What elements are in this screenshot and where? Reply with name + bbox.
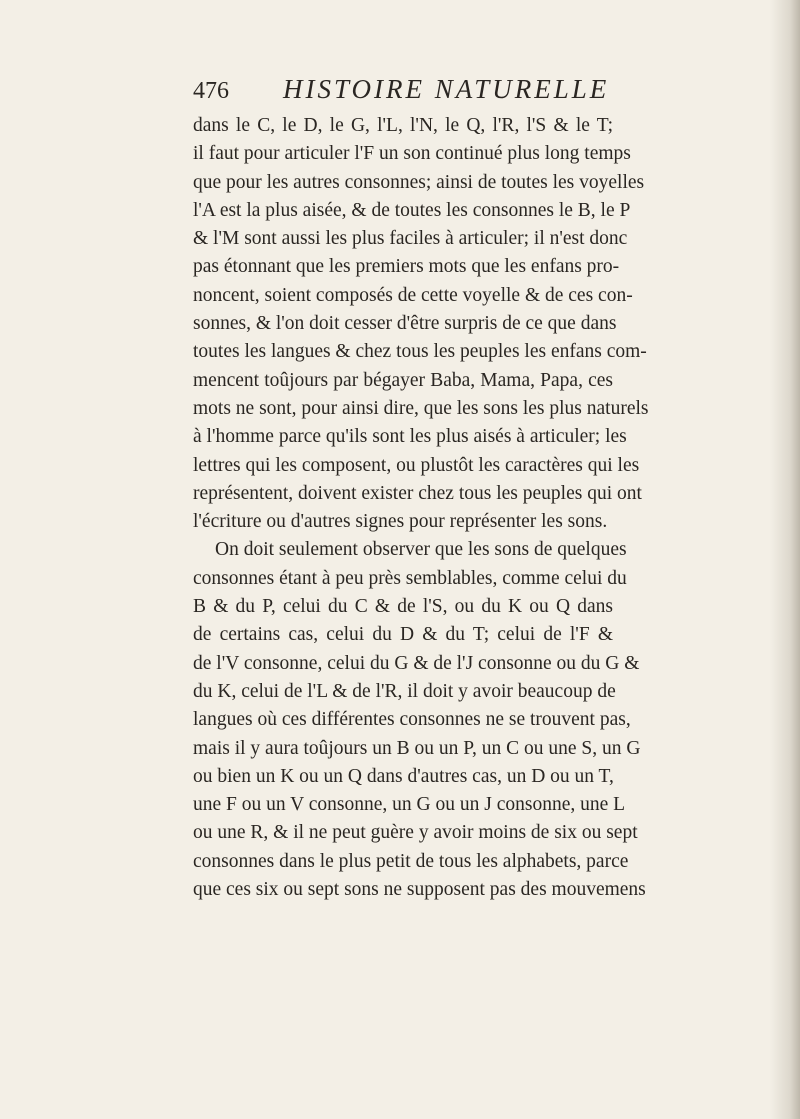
text-line: que ces six ou sept sons ne supposent pas des mouvemens <box>193 879 646 901</box>
text-line: B & du P, celui du C & de l'S, ou du K ou Q dans <box>193 596 613 618</box>
text-line: toutes les langues & chez tous les peuples les enfans com- <box>193 341 647 363</box>
text-line: l'A est la plus aisée, & de toutes les consonnes le B, le P <box>193 199 631 221</box>
text-line: il faut pour articuler l'F un son continué plus long temps <box>193 143 631 165</box>
text-line: sonnes, & l'on doit cesser d'être surpris de ce que dans <box>193 313 617 335</box>
text-line: langues où ces différentes consonnes ne se trouvent pas, <box>193 709 631 731</box>
running-head: HISTOIRE NATURELLE <box>283 74 610 104</box>
text-line: que pour les autres consonnes; ainsi de toutes les voyelles <box>193 171 645 193</box>
text-line: mots ne sont, pour ainsi dire, que les sons les plus naturels <box>193 397 649 419</box>
text-line: de l'V consonne, celui du G & de l'J consonne ou du G & <box>193 652 640 674</box>
text-line: mencent toûjours par bégayer Baba, Mama, Papa, ces <box>193 369 613 391</box>
page-header <box>193 74 613 108</box>
text-line: de certains cas, celui du D & du T; celui de l'F & <box>193 624 613 646</box>
text-line: & l'M sont aussi les plus faciles à articuler; il n'est donc <box>193 228 628 250</box>
text-line: à l'homme parce qu'ils sont les plus aisés à articuler; les <box>193 426 627 448</box>
text-line: l'écriture ou d'autres signes pour représenter les sons. <box>193 511 608 533</box>
text-line: pas étonnant que les premiers mots que les enfans pro- <box>193 256 620 278</box>
body-text <box>193 112 649 904</box>
text-line: On doit seulement observer que les sons de quelques <box>215 539 627 561</box>
text-line: consonnes étant à peu près semblables, comme celui du <box>193 567 627 589</box>
text-line: dans le C, le D, le G, l'L, l'N, le Q, l'R, l'S & le T; <box>193 115 613 136</box>
text-line: noncent, soient composés de cette voyelle & de ces con- <box>193 284 633 306</box>
text-line: ou bien un K ou un Q dans d'autres cas, un D ou un T, <box>193 765 614 787</box>
text-line: du K, celui de l'L & de l'R, il doit y avoir beaucoup de <box>193 680 616 702</box>
page-number: 476 <box>193 78 229 104</box>
text-line: ou une R, & il ne peut guère y avoir moins de six ou sept <box>193 822 638 844</box>
text-line: représentent, doivent exister chez tous les peuples qui ont <box>193 482 642 504</box>
text-line: une F ou un V consonne, un G ou un J consonne, une L <box>193 794 626 816</box>
text-line: mais il y aura toûjours un B ou un P, un C ou une S, un G <box>193 737 641 759</box>
text-line: consonnes dans le plus petit de tous les alphabets, parce <box>193 850 629 872</box>
text-line: lettres qui les composent, ou plustôt les caractères qui les <box>193 454 640 476</box>
